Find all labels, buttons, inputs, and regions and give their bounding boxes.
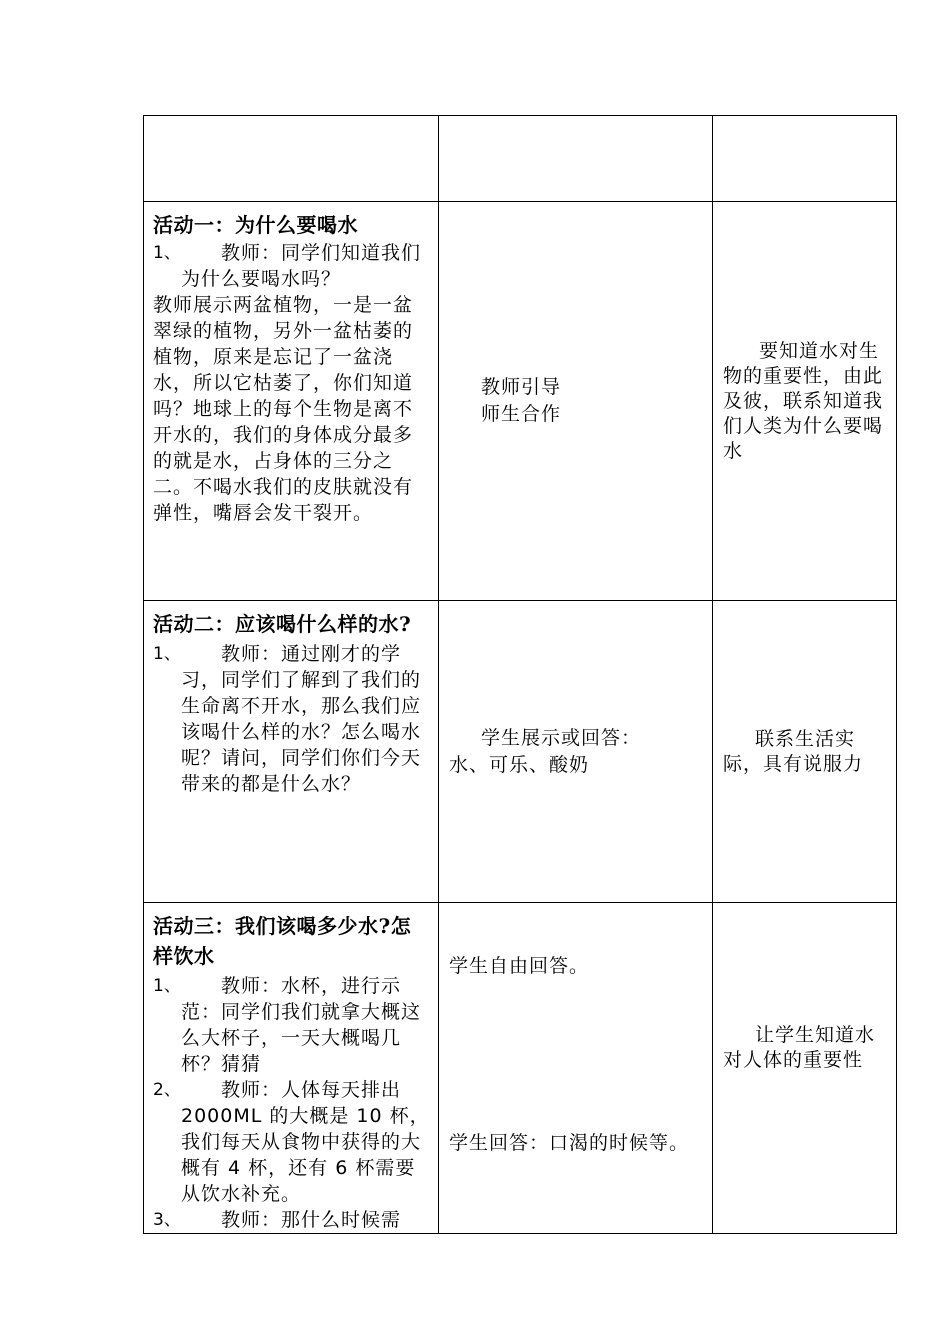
table-row-activity-2 xyxy=(144,601,897,903)
table-row-activity-1 xyxy=(144,202,897,601)
method-cell xyxy=(439,202,713,601)
method-cell xyxy=(439,601,713,903)
method-cell xyxy=(439,903,713,1234)
list-item xyxy=(153,641,430,797)
list-item xyxy=(153,1077,430,1207)
method-text: 学生回答：口渴的时候等。 xyxy=(449,1132,690,1154)
activity-title: 活动一：为什么要喝水 xyxy=(153,213,358,237)
purpose-text: 让学生知道水对人体的重要性 xyxy=(723,1024,876,1071)
method-line: 水、可乐、酸奶 xyxy=(449,753,590,776)
method-line: 学生展示或回答： xyxy=(481,726,642,749)
item-number: 1、 xyxy=(153,976,181,996)
activity-cell xyxy=(144,601,439,903)
activity-paragraph: 教师展示两盆植物，一是一盆翠绿的植物，另外一盆枯萎的植物，原来是忘记了一盆浇水，所以它枯萎了，你们知道吗？地球上的每个生物是离不开水的，我们的身体成分最多的就是水，占身体的三分之二。不喝水我们的皮肤就没有弹性，嘴唇会发干裂开。 xyxy=(153,294,414,524)
table-row-empty xyxy=(144,116,897,202)
activity-cell xyxy=(144,202,439,601)
purpose-cell xyxy=(713,202,897,601)
item-text: 教师：同学们知道我们为什么要喝水吗？ xyxy=(181,242,422,290)
purpose-cell xyxy=(713,601,897,903)
activity-cell-empty xyxy=(144,116,439,202)
item-number: 3、 xyxy=(153,1210,181,1230)
item-number: 1、 xyxy=(153,243,181,263)
item-text: 教师：人体每天排出 2000ML 的大概是 10 杯，我们每天从食物中获得的大概有 4 杯，还有 6 杯需要从饮水补充。 xyxy=(181,1079,430,1205)
item-number: 1、 xyxy=(153,644,181,664)
item-text: 教师：水杯，进行示范：同学们我们就拿大概这么大杯子，一天大概喝几杯？猜猜 xyxy=(181,975,422,1075)
method-line: 教师引导 xyxy=(481,376,562,398)
table-row-activity-3 xyxy=(144,903,897,1234)
method-line: 师生合作 xyxy=(481,403,562,425)
activity-title: 活动三：我们该喝多少水?怎样饮水 xyxy=(153,914,412,968)
purpose-cell xyxy=(713,903,897,1234)
list-item xyxy=(153,240,430,292)
purpose-text: 要知道水对生物的重要性，由此及彼，联系知道我们人类为什么要喝水 xyxy=(723,339,884,462)
purpose-cell-empty xyxy=(713,116,897,202)
item-number: 2、 xyxy=(153,1080,181,1100)
list-item xyxy=(153,1207,430,1233)
item-text: 教师：那什么时候需 xyxy=(221,1209,402,1231)
method-text: 学生自由回答。 xyxy=(449,955,590,977)
purpose-text: 联系生活实际，具有说服力 xyxy=(723,727,864,775)
method-cell-empty xyxy=(439,116,713,202)
activity-cell xyxy=(144,903,439,1234)
list-item xyxy=(153,973,430,1077)
lesson-plan-table xyxy=(143,115,897,1234)
activity-title: 活动二：应该喝什么样的水? xyxy=(153,612,412,636)
item-text: 教师：通过刚才的学习，同学们了解到了我们的生命离不开水，那么我们应该喝什么样的水？怎么喝水呢？请问，同学们你们今天带来的都是什么水？ xyxy=(181,643,422,795)
